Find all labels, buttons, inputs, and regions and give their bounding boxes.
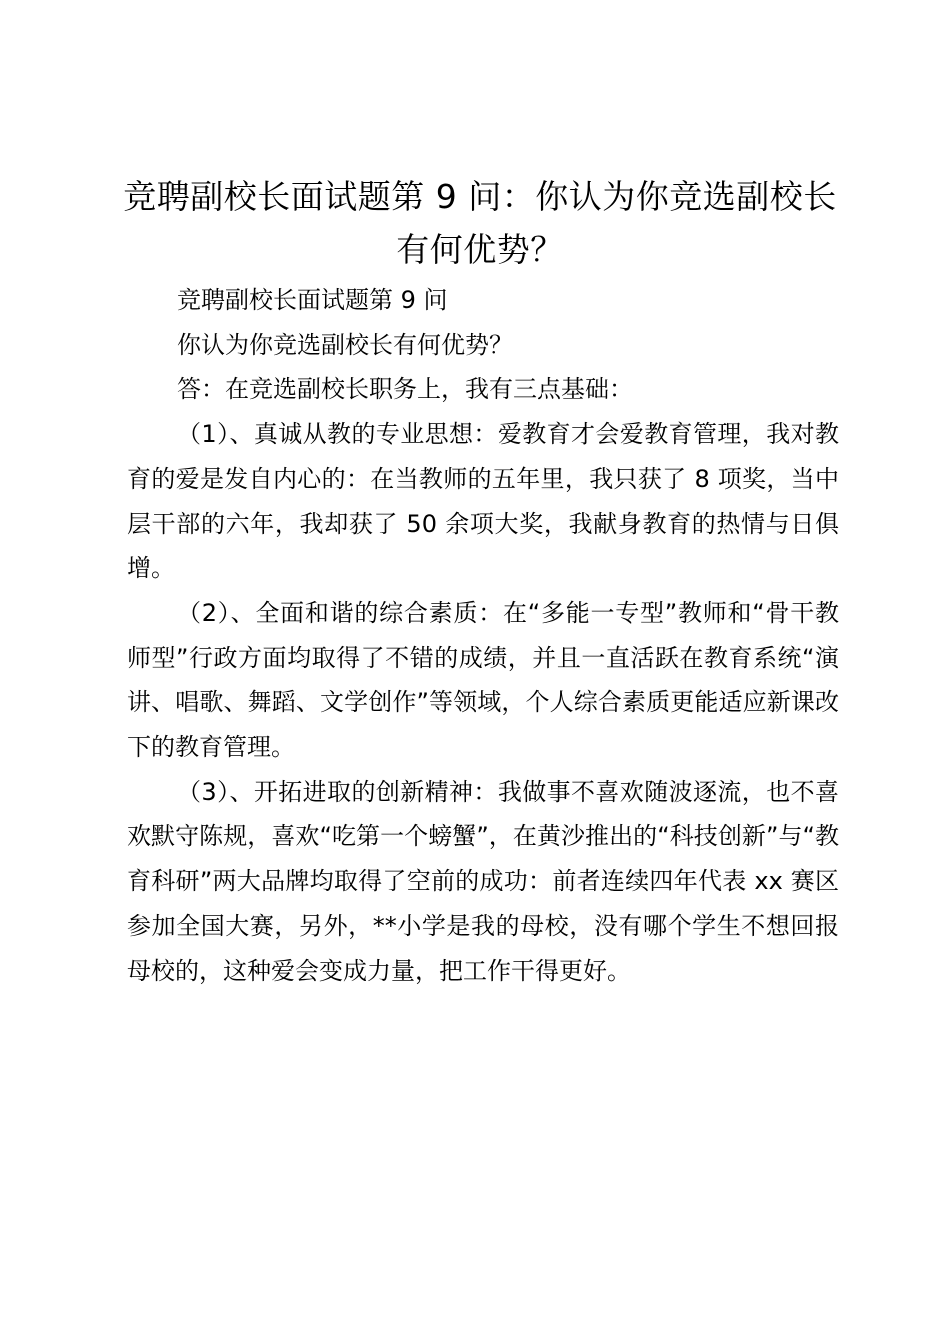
document-title: 竞聘副校长面试题第 9 问：你认为你竞选副校长有何优势？ bbox=[123, 177, 837, 269]
paragraph-answer-intro: 答：在竞选副校长职务上，我有三点基础： bbox=[177, 375, 633, 404]
paragraph-point-2: （2）、全面和谐的综合素质：在“多能一专型”教师和“骨干教师型”行政方面均取得了不错的成绩，并且一直活跃在教育系统“演讲、唱歌、舞蹈、文学创作”等领域，个人综合素质更能适应新课改下的教育管理。 bbox=[127, 598, 839, 762]
paragraph-point-1: （1）、真诚从教的专业思想：爱教育才会爱教育管理，我对教育的爱是发自内心的：在当教师的五年里，我只获了 8 项奖，当中层干部的六年，我却获了 50 余项大奖，我献身教育的热情与日俱增。 bbox=[127, 420, 839, 583]
paragraph-question: 你认为你竞选副校长有何优势？ bbox=[177, 330, 513, 359]
document-body bbox=[127, 278, 839, 993]
paragraph-subtitle: 竞聘副校长面试题第 9 问 bbox=[177, 286, 448, 314]
paragraph-point-3: （3）、开拓进取的创新精神：我做事不喜欢随波逐流，也不喜欢默守陈规，喜欢“吃第一个螃蟹”，在黄沙推出的“科技创新”与“教育科研”两大品牌均取得了空前的成功：前者连续四年代表 xx 赛区参加全国大赛，另外，**小学是我的母校，没有哪个学生不想回报母校的，这种爱会变成力量，把工作干得更好。 bbox=[127, 777, 839, 985]
